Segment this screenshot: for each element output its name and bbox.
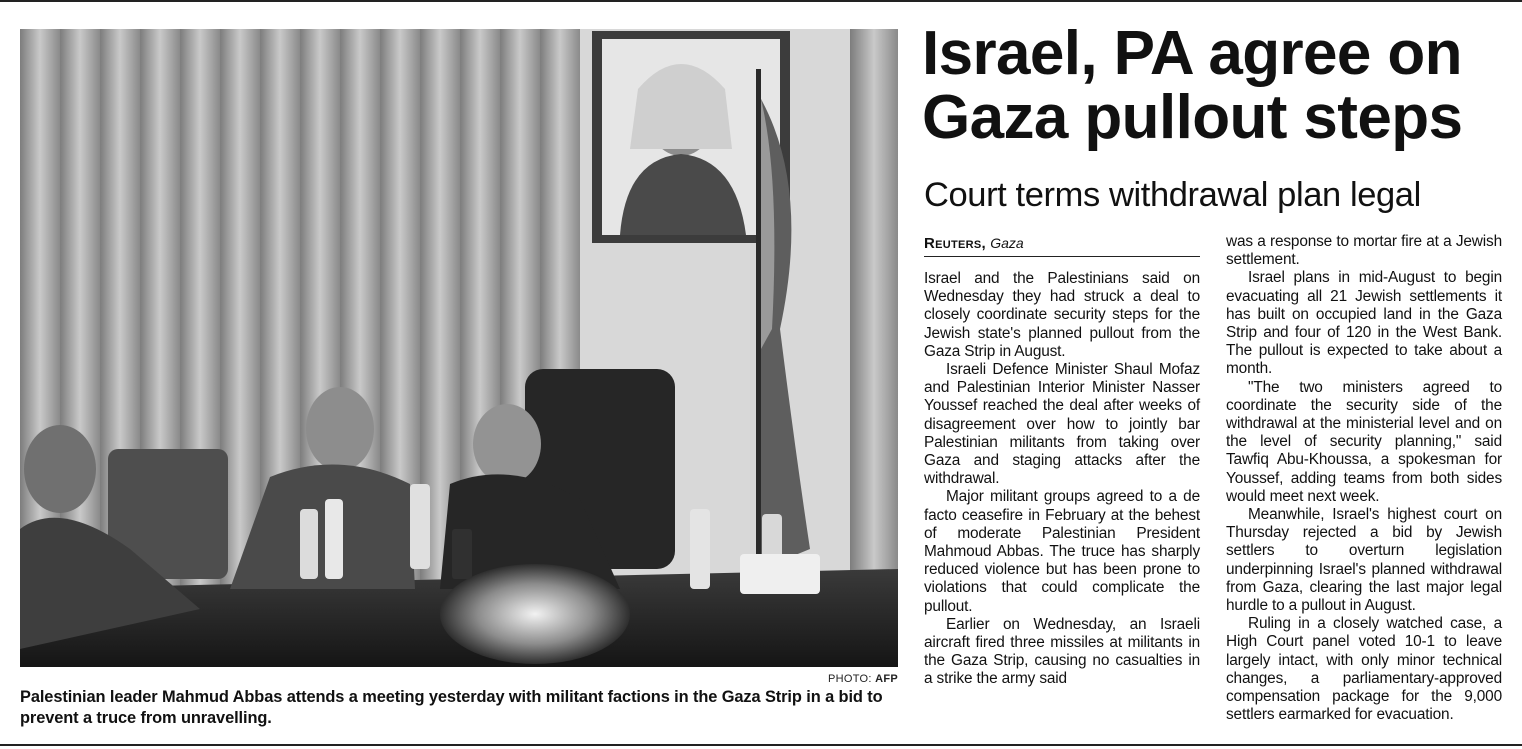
photo-illustration [20, 29, 898, 667]
paragraph: Israel and the Palestinians said on Wednesday they had struck a deal to closely coordinate security steps for the Jewish state's planned pullout from the Gaza Strip in August. [924, 270, 1200, 360]
photo-credit-source: AFP [875, 673, 898, 685]
byline-agency: Reuters, [924, 235, 987, 252]
news-photo [20, 29, 898, 667]
paragraph: Major militant groups agreed to a de facto ceasefire in February at the behest of moderate Palestinian President Mahmoud Abbas. The truce has sharply reduced violence but has been prone to violations that could complicate the pullout. [924, 488, 1200, 615]
top-rule [0, 0, 1522, 2]
subheadline: Court terms withdrawal plan legal [924, 176, 1421, 214]
paragraph: Israel plans in mid-August to begin evacuating all 21 Jewish settlements it has built on occupied land in the Gaza Strip and four of 120 in the West Bank. The pullout is expected to take about a month. [1226, 269, 1502, 378]
paragraph: Earlier on Wednesday, an Israeli aircraft fired three missiles at militants in the Gaza Strip, causing no casualties in a strike the army said [924, 615, 1200, 688]
article-column-1 [924, 270, 1200, 689]
paragraph: "The two ministers agreed to coordinate the security side of the withdrawal at the ministerial level and on the level of security planning," said Tawfiq Abu-Khoussa, a spokesman for Youssef, adding teams from both sides would meet next week. [1226, 378, 1502, 505]
paragraph: Meanwhile, Israel's highest court on Thursday rejected a bid by Jewish settlers to overturn legislation underpinning Israel's planned withdrawal from Gaza, clearing the last major legal hurdle to a pullout in August. [1226, 506, 1502, 615]
byline-place: Gaza [990, 235, 1024, 251]
flower-arrangement [440, 564, 630, 664]
photo-credit-prefix: PHOTO: [827, 673, 872, 685]
paragraph: was a response to mortar fire at a Jewish settlement. [1226, 233, 1502, 269]
paragraph: Ruling in a closely watched case, a High Court panel voted 10-1 to leave largely intact, with only minor technical changes, a parliamentary-approved compensation package for the 9,000 settlers earmarked for evacuation. [1226, 615, 1502, 724]
photo-caption: Palestinian leader Mahmud Abbas attends a meeting yesterday with militant factions in the Gaza Strip in a bid to prevent a truce from unravelling. [20, 688, 883, 727]
byline [924, 234, 1200, 257]
article-column-2 [1226, 233, 1502, 724]
headline: Israel, PA agree on Gaza pullout steps [922, 19, 1463, 152]
photo-credit [600, 673, 898, 685]
paragraph: Israeli Defence Minister Shaul Mofaz and Palestinian Interior Minister Nasser Youssef reached the deal after weeks of disagreement over how to jointly bar Palestinian militants from taking over Gaza and staging attacks after the withdrawal. [924, 361, 1200, 488]
bottom-rule [0, 744, 1522, 746]
